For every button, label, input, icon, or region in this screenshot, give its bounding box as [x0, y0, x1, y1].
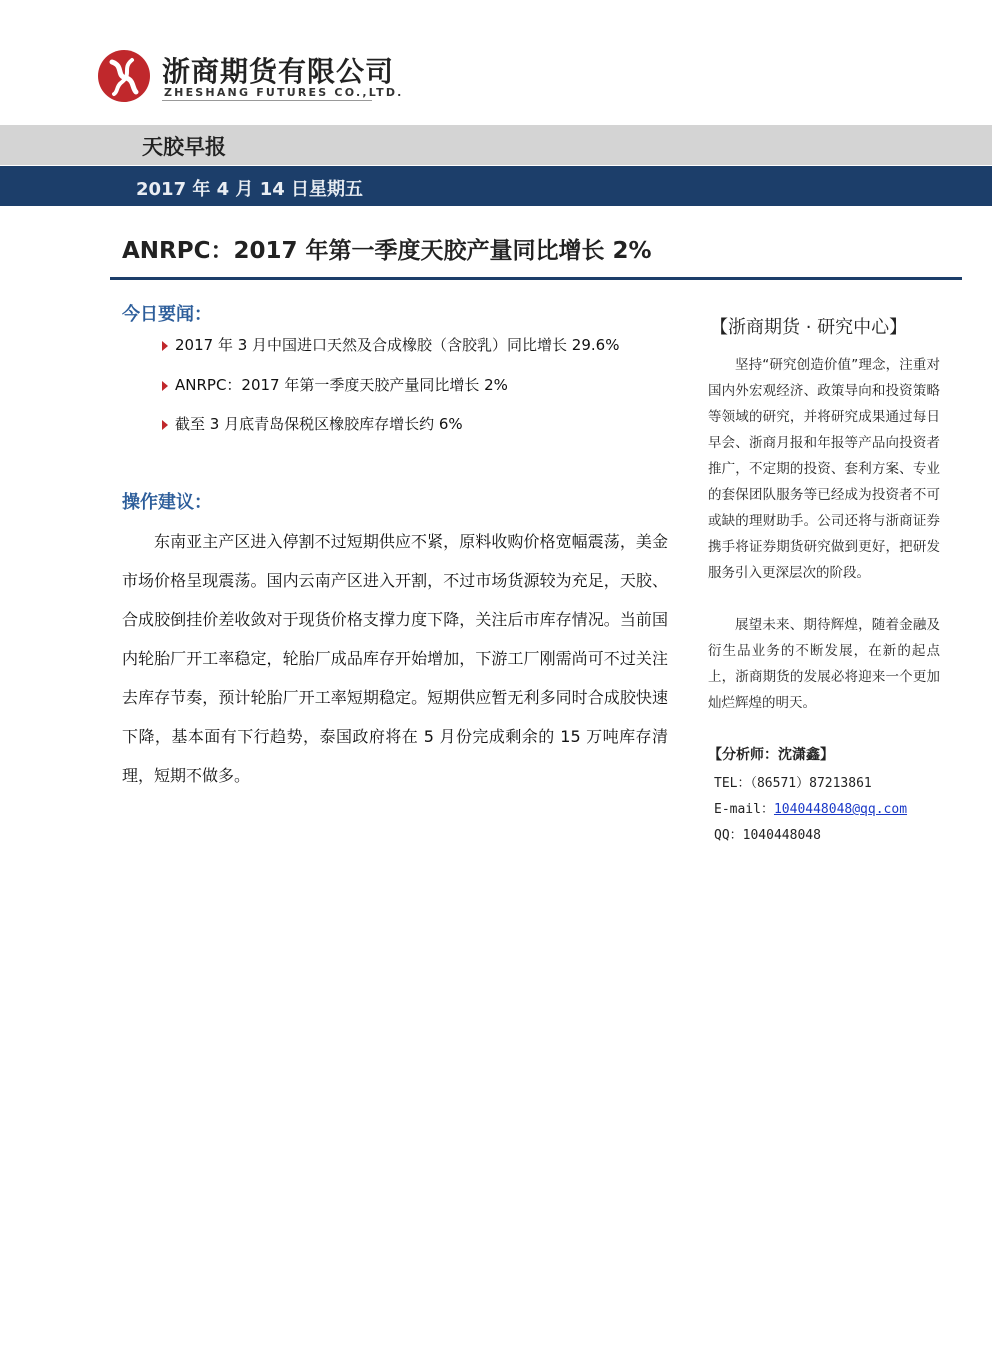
bullet-arrow-icon: [162, 341, 168, 351]
research-center-intro: 坚持“研究创造价值”理念，注重对国内外宏观经济、政策导向和投资策略等领域的研究，并将研究成果通过每日早会、浙商月报和年报等产品向投资者推广，不定期的投资、套利方案、专业的套保团队服务等已经成为投资者不可或缺的理财助手。公司还将与浙商证券携手将证券期货研究做到更好，把研发服务引入更深层次的阶段。: [708, 357, 940, 581]
tel-value: （86571）87213861: [750, 776, 872, 791]
company-name-en: ZHESHANG FUTURES CO.,LTD.: [164, 86, 404, 99]
analyst-heading: 【分析师：沈潇鑫】: [708, 747, 834, 763]
news-item-text: ANRPC：2017 年第一季度天胶产量同比增长 2%: [175, 375, 508, 394]
contact-tel: [714, 772, 872, 791]
contact-qq: [714, 824, 821, 843]
bullet-arrow-icon: [162, 381, 168, 391]
email-label: E-mail：: [714, 802, 774, 817]
news-item-text: 截至 3 月底青岛保税区橡胶库存增长约 6%: [175, 415, 463, 433]
date-band: [0, 166, 992, 206]
list-item: [160, 334, 619, 374]
research-center-title: 【浙商期货 · 研究中心】: [710, 317, 908, 338]
list-item: [160, 413, 619, 453]
article-headline: ANRPC：2017 年第一季度天胶产量同比增长 2%: [122, 238, 652, 264]
company-name-cn: 浙商期货有限公司: [162, 55, 395, 88]
report-date: 2017 年 4 月 14 日星期五: [136, 179, 364, 200]
news-heading: 今日要闻：: [122, 304, 212, 325]
contact-email: [714, 798, 907, 817]
research-center-outlook: 展望未来、期待辉煌，随着金融及衍生品业务的不断发展，在新的起点上，浙商期货的发展必将迎来一个更加灿烂辉煌的明天。: [708, 617, 940, 711]
email-link[interactable]: 1040448048@qq.com: [773, 802, 908, 817]
qq-value: 1040448048: [742, 828, 821, 843]
logo-divider: [162, 100, 372, 101]
qq-label: QQ：: [714, 828, 743, 843]
bullet-arrow-icon: [162, 420, 168, 430]
news-item-text: 2017 年 3 月中国进口天然及合成橡胶（含胶乳）同比增长 29.6%: [175, 336, 620, 354]
advice-heading: 操作建议：: [122, 492, 212, 513]
headline-divider: [110, 277, 962, 280]
news-list: [160, 334, 619, 453]
company-logo-icon: [96, 48, 152, 104]
list-item: [160, 374, 619, 414]
report-title: 天胶早报: [142, 135, 226, 159]
advice-paragraph: 东南亚主产区进入停割不过短期供应不紧，原料收购价格宽幅震荡，美金市场价格呈现震荡。国内云南产区进入开割，不过市场货源较为充足，天胶、合成胶倒挂价差收敛对于现货价格支撑力度下降，关注后市库存情况。当前国内轮胎厂开工率稳定，轮胎厂成品库存开始增加，下游工厂刚需尚可不过关注去库存节奏，预计轮胎厂开工率短期稳定。短期供应暂无利多同时合成胶快速下降，基本面有下行趋势，泰国政府将在 5 月份完成剩余的 15 万吨库存清理，短期不做多。: [122, 532, 668, 785]
report-title-band: [0, 125, 992, 165]
tel-label: TEL：: [714, 776, 751, 791]
